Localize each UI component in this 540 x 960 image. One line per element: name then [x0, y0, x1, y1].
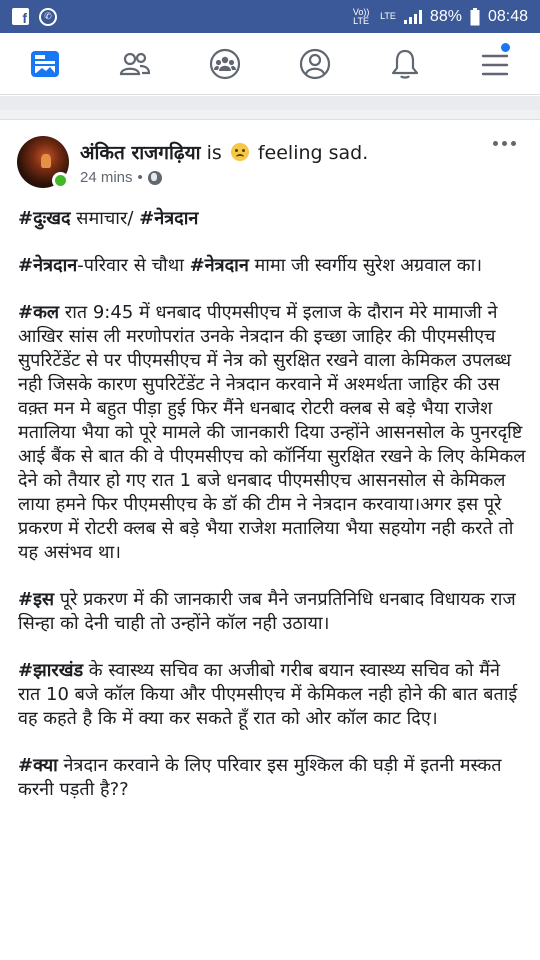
hashtag[interactable]: #दुःखद — [18, 208, 71, 229]
post-paragraph — [18, 659, 528, 731]
groups-icon — [208, 47, 242, 81]
hashtag[interactable]: #इस — [18, 589, 55, 610]
signal-icon — [404, 10, 422, 24]
hashtag[interactable]: #झारखंड — [18, 660, 84, 681]
tab-notifications[interactable] — [360, 33, 450, 94]
profile-icon — [298, 47, 332, 81]
feed-separator-line — [0, 110, 540, 120]
more-dot-icon — [502, 141, 507, 146]
lte-indicator: LTE — [380, 11, 396, 21]
post-paragraph — [18, 207, 528, 231]
meta-separator: • — [137, 169, 143, 186]
paragraph-text: समाचार/ — [70, 208, 140, 229]
post-card — [0, 121, 540, 960]
status-bar — [0, 0, 540, 33]
tab-news-feed[interactable] — [0, 33, 90, 94]
tab-friends[interactable] — [90, 33, 180, 94]
paragraph-text: -परिवार से चौथा — [77, 255, 190, 276]
globe-icon — [148, 171, 162, 185]
post-paragraph — [18, 754, 528, 802]
battery-icon — [470, 8, 480, 26]
post-paragraph — [18, 254, 528, 278]
menu-notification-badge — [501, 43, 510, 52]
facebook-notification-icon: f — [12, 8, 29, 25]
author-name[interactable]: अंकित राजगढ़िया — [80, 142, 201, 164]
hashtag[interactable]: #कल — [18, 302, 60, 323]
sad-face-icon — [231, 143, 249, 161]
more-dot-icon — [493, 141, 498, 146]
paragraph-text: पूरे प्रकरण में की जानकारी जब मैने जनप्रतिनिधि धनबाद विधायक राज सिन्हा को देनी चाही तो उन्होंने कॉल नही उठाया। — [18, 589, 516, 634]
clock: 08:48 — [487, 7, 528, 25]
post-meta — [80, 169, 162, 186]
is-text: is — [206, 142, 222, 164]
whatsapp-notification-icon: ✆ — [39, 8, 57, 26]
feed-separator — [0, 96, 540, 110]
online-status-indicator — [52, 172, 69, 189]
post-options-button[interactable] — [493, 141, 516, 146]
paragraph-text: रात 9:45 में धनबाद पीएमसीएच में इलाज के दौरान मेरे मामाजी ने आखिर सांस ली मरणोपरांत उनके नेत्रदान की इच्छा जाहिर की पीएमसीएच सुपरिटेंडेंट से पर पीएमसीएच में नेत्र को सुरक्षित रखने वाला केमिकल उपलब्ध नही जिसके कारण सुपरिटेंडेंट ने नेत्रदान करवाने में अश्मर्थता जाहिर की उस वक़्त मन मे बहुत पीड़ा हुई फिर मैंने धनबाद रोटरी क्लब से बड़े भैया राजेश मतालिया भैया को पूरे मामले की जानकारी दिया उन्होंने आसनसोल के पुनरदृष्टि आई बैंक से बात की वे पीएमसीएच को कॉर्निया सुरक्षित रखने के लिए केमिकल देने को तैयार हो गए रात 1 बजे धनबाद पीएमसीएच आसनसोल से केमिकल लाया हमने फिर पीएमसीएच के डॉ की टीम ने नेत्रदान करवाया।अगर इस पूरे प्रकरण में रोटरी क्लब से बड़े भैया राजेश मतालिया भैया सहयोग नही करते तो यह असंभव था। — [18, 302, 526, 563]
bell-icon — [388, 47, 422, 81]
post-paragraph — [18, 301, 528, 565]
news-feed-icon — [28, 47, 62, 81]
hashtag[interactable]: #नेत्रदान — [189, 255, 249, 276]
post-timestamp[interactable]: 24 mins — [80, 169, 133, 186]
post-header — [80, 139, 368, 165]
feeling-text: feeling sad. — [257, 142, 369, 164]
avatar-photo — [41, 154, 51, 168]
paragraph-text: के स्वास्थ्य सचिव का अजीबो गरीब बयान स्वास्थ्य सचिव को मैंने रात 10 बजे कॉल किया और पीएमसीएच में केमिकल नही होने की बात बताई वह कहते है कि में क्या कर सकते हूँ रात को ओर कॉल काट दिए। — [18, 660, 518, 729]
paragraph-text: मामा जी स्वर्गीय सुरेश अग्रवाल का। — [248, 255, 483, 276]
more-dot-icon — [511, 141, 516, 146]
post-paragraph — [18, 588, 528, 636]
post-body — [18, 207, 528, 825]
status-right — [350, 8, 528, 26]
tab-groups[interactable] — [180, 33, 270, 94]
paragraph-text: नेत्रदान करवाने के लिए परिवार इस मुश्किल की घड़ी में इतनी मस्कत करनी पड़ती है?? — [18, 755, 502, 800]
status-left — [12, 8, 57, 26]
hashtag[interactable]: #नेत्रदान — [18, 255, 78, 276]
top-navigation — [0, 33, 540, 95]
hashtag[interactable]: #नेत्रदान — [139, 208, 199, 229]
tab-menu[interactable] — [450, 33, 540, 94]
friends-icon — [118, 47, 152, 81]
volte-indicator: Vo)) LTE — [352, 6, 370, 26]
tab-profile[interactable] — [270, 33, 360, 94]
hashtag[interactable]: #क्या — [18, 755, 58, 776]
battery-level: 88% — [429, 7, 462, 25]
